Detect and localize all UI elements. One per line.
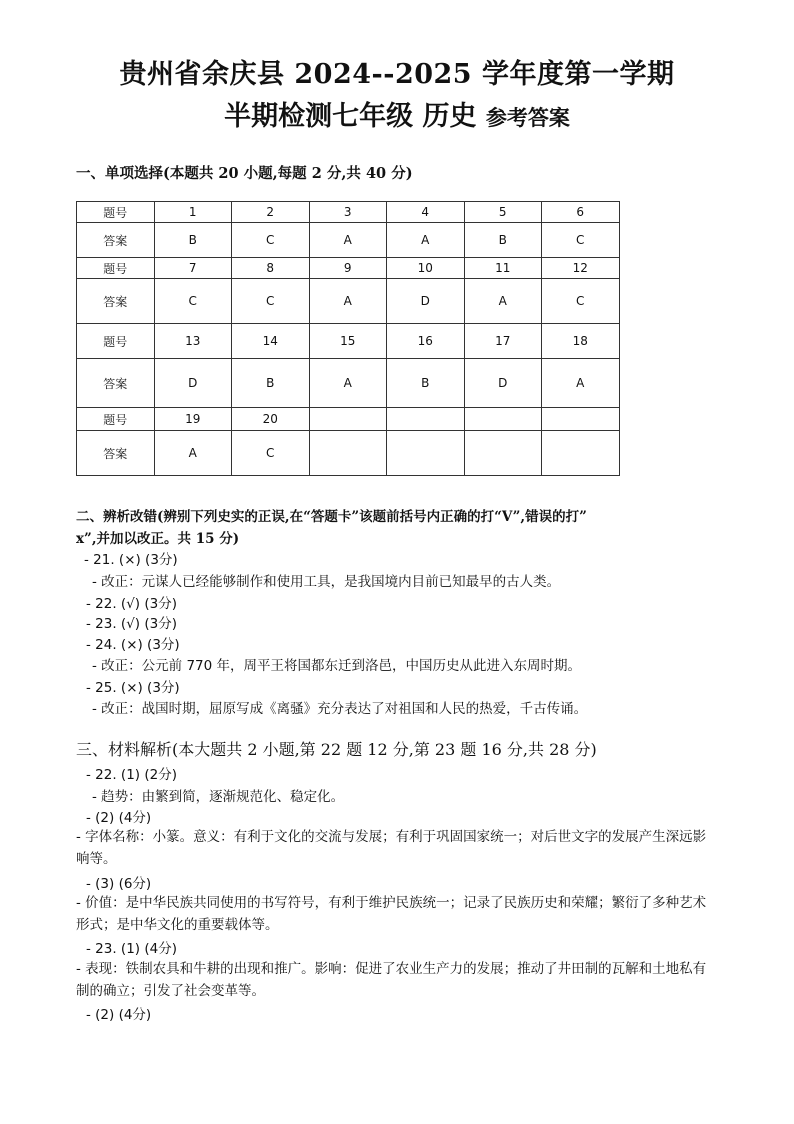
table-cell: 1 — [154, 202, 232, 223]
q22-3-answer: - 价值：是中华民族共同使用的书写符号，有利于维护民族统一；记录了民族历史和荣耀；繁衍了多种艺术形式；是中华文化的重要载体等。 — [76, 895, 707, 933]
table-cell — [387, 408, 465, 431]
q23-2-label: - (2) (4分) — [86, 1007, 152, 1023]
table-cell: C — [154, 279, 232, 324]
q22-label: - 22. (√) (3分) — [86, 596, 177, 612]
table-cell: 答案 — [77, 359, 155, 408]
q23-1-label: - 23. (1) (4分) — [86, 941, 177, 957]
q22-2-label: - (2) (4分) — [86, 810, 152, 826]
table-cell: 答案 — [77, 431, 155, 476]
q24-label: - 24. (×) (3分) — [86, 637, 180, 653]
section3-heading: 三、材料解析(本大题共 2 小题,第 22 题 12 分,第 23 题 16 分,共 28 分) — [76, 740, 597, 759]
table-cell: B — [387, 359, 465, 408]
section1-heading: 一、单项选择(本题共 20 小题,每题 2 分,共 40 分) — [76, 165, 413, 182]
answer-table — [76, 201, 620, 476]
table-cell: 6 — [542, 202, 620, 223]
table-cell — [464, 408, 542, 431]
table-cell: 10 — [387, 258, 465, 279]
table-cell: B — [154, 223, 232, 258]
table-cell: 12 — [542, 258, 620, 279]
table-cell: 18 — [542, 324, 620, 359]
table-cell: 题号 — [77, 202, 155, 223]
table-cell — [309, 408, 387, 431]
table-row — [77, 431, 620, 476]
table-cell — [464, 431, 542, 476]
section2-heading-2: x”,并加以改正。共 15 分) — [76, 531, 240, 547]
table-cell: A — [387, 223, 465, 258]
table-cell: 15 — [309, 324, 387, 359]
table-cell: 3 — [309, 202, 387, 223]
table-cell: B — [232, 359, 310, 408]
table-cell: 4 — [387, 202, 465, 223]
table-cell: A — [309, 359, 387, 408]
table-cell: 5 — [464, 202, 542, 223]
q22-2-answer: - 字体名称：小篆。意义：有利于文化的交流与发展；有利于巩固国家统一；对后世文字的发展产生深远影响等。 — [76, 829, 707, 867]
title-main: 半期检测七年级 历史 — [224, 101, 477, 132]
q23-label: - 23. (√) (3分) — [86, 616, 177, 632]
table-cell: 14 — [232, 324, 310, 359]
table-row — [77, 408, 620, 431]
table-cell: A — [154, 431, 232, 476]
table-cell: A — [542, 359, 620, 408]
q25-label: - 25. (×) (3分) — [86, 680, 180, 696]
table-cell: D — [464, 359, 542, 408]
table-cell: C — [232, 431, 310, 476]
table-cell: C — [542, 223, 620, 258]
table-cell: C — [542, 279, 620, 324]
table-cell — [542, 408, 620, 431]
table-cell: 20 — [232, 408, 310, 431]
table-row — [77, 279, 620, 324]
title-line-2 — [0, 94, 794, 133]
table-cell: 题号 — [77, 324, 155, 359]
table-cell: 题号 — [77, 408, 155, 431]
table-cell: 19 — [154, 408, 232, 431]
table-cell: 9 — [309, 258, 387, 279]
table-cell: 11 — [464, 258, 542, 279]
table-row — [77, 258, 620, 279]
table-cell: D — [387, 279, 465, 324]
table-cell: C — [232, 279, 310, 324]
table-cell: 2 — [232, 202, 310, 223]
table-cell: 8 — [232, 258, 310, 279]
table-cell: 7 — [154, 258, 232, 279]
table-cell: 16 — [387, 324, 465, 359]
title-suffix: 参考答案 — [485, 105, 570, 130]
table-cell — [542, 431, 620, 476]
table-cell: A — [309, 223, 387, 258]
q22-3-label: - (3) (6分) — [86, 876, 152, 892]
table-cell: A — [309, 279, 387, 324]
table-cell: 17 — [464, 324, 542, 359]
table-cell: 13 — [154, 324, 232, 359]
table-row — [77, 324, 620, 359]
q21-label: - 21. (×) (3分) — [84, 552, 178, 568]
table-cell: D — [154, 359, 232, 408]
section2-heading-1: 二、辨析改错(辨别下列史实的正误,在“答题卡”该题前括号内正确的打“V”,错误的打” — [76, 509, 587, 525]
table-cell — [309, 431, 387, 476]
q24-correction: - 改正：公元前 770 年，周平王将国都东迁到洛邑，中国历史从此进入东周时期。 — [92, 658, 582, 674]
table-cell: 答案 — [77, 223, 155, 258]
table-cell: 答案 — [77, 279, 155, 324]
table-cell — [387, 431, 465, 476]
table-row — [77, 359, 620, 408]
q21-correction: - 改正：元谋人已经能够制作和使用工具，是我国境内目前已知最早的古人类。 — [92, 574, 561, 590]
q22-1-answer: - 趋势：由繁到简，逐渐规范化、稳定化。 — [92, 789, 345, 805]
table-cell: A — [464, 279, 542, 324]
table-cell: 题号 — [77, 258, 155, 279]
table-row — [77, 223, 620, 258]
q25-correction: - 改正：战国时期，屈原写成《离骚》充分表达了对祖国和人民的热爱，千古传诵。 — [92, 701, 588, 717]
title-line-1: 贵州省余庆县 2024--2025 学年度第一学期 — [119, 59, 675, 90]
table-cell: B — [464, 223, 542, 258]
table-row — [77, 202, 620, 223]
q23-1-answer: - 表现：铁制农具和牛耕的出现和推广。影响：促进了农业生产力的发展；推动了井田制的瓦解和土地私有制的确立；引发了社会变革等。 — [76, 961, 707, 999]
table-cell: C — [232, 223, 310, 258]
q22-1-label: - 22. (1) (2分) — [86, 767, 177, 783]
